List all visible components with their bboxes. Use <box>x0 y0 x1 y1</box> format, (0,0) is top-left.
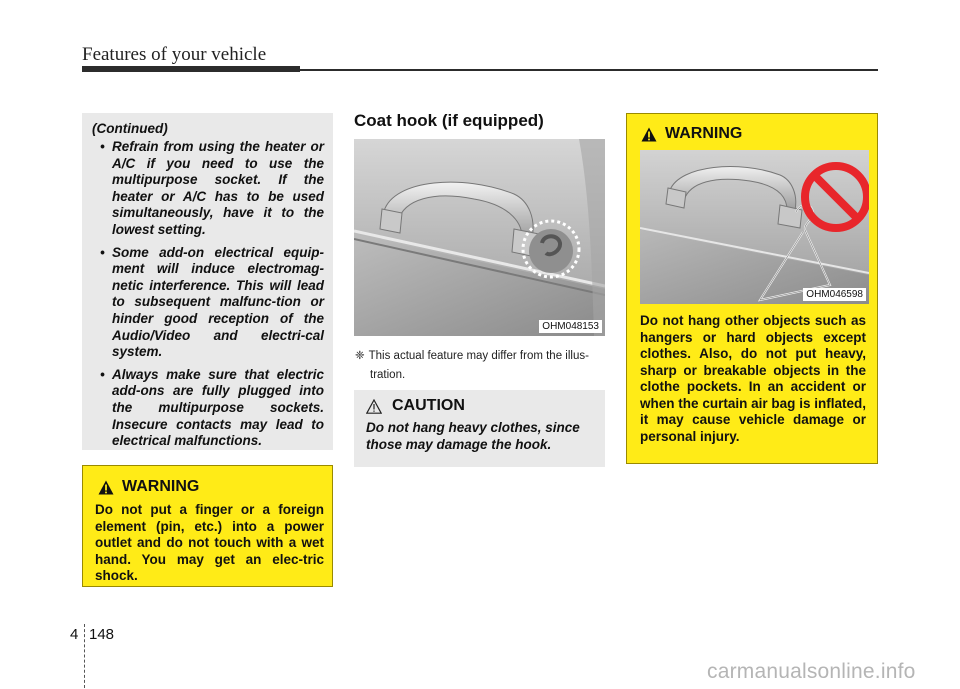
note-text-line1: This actual feature may differ from the illus- <box>368 350 589 362</box>
warning-socket-box <box>82 465 333 587</box>
bullet-interference: • Some add-on electrical equip-ment will induce electromag-netic interference. This will lead to subsequent malfunc-tion or hinder good reception of the Audio/Video and electri-cal system. <box>92 245 324 361</box>
note-text-line2: tration. <box>370 369 406 381</box>
warning-socket-header <box>98 478 324 496</box>
coat-hook-image-id: OHM048153 <box>539 320 602 333</box>
continued-notes-box <box>82 113 333 450</box>
page-header-title: Features of your vehicle <box>82 44 267 65</box>
warning-socket-title: WARNING <box>122 478 200 495</box>
illustration-note <box>355 347 607 385</box>
page-number: 148 <box>89 626 115 643</box>
caution-triangle-icon <box>366 399 382 414</box>
caution-box <box>354 390 605 467</box>
coat-hook-photo <box>354 139 605 336</box>
continued-label: (Continued) <box>92 121 168 136</box>
warning-hook-header <box>641 125 867 143</box>
page-number-divider <box>84 624 85 688</box>
header-rule-thin <box>300 69 878 71</box>
bullet-plugged: • Always make sure that electric add-ons are fully plugged into the multipurpose sockets. Insecure contacts may lead to electrical malfunctions. <box>92 367 324 450</box>
warning-hook-text: Do not hang other objects such as hangers or hard objects except clothes. Also, do not put heavy, sharp or breakable objects in the clothe pockets. In an accident or when the curtain air bag is inflated, it may cause vehicle damage or personal injury. <box>640 313 866 444</box>
hanger-photo <box>640 150 869 304</box>
coat-hook-illustration <box>354 139 605 336</box>
warning-socket-text: Do not put a finger or a foreign element (pin, etc.) into a power outlet and do not touch with a wet hand. You may get an elec-tric shock. <box>95 502 324 583</box>
chapter-number: 4 <box>70 626 79 643</box>
note-symbol: ❈ <box>355 350 365 362</box>
warning-triangle-icon <box>98 480 114 495</box>
warning-triangle-icon <box>641 127 657 142</box>
watermark: carmanualsonline.info <box>707 660 916 683</box>
caution-title: CAUTION <box>392 397 465 414</box>
hanger-illustration <box>640 150 869 304</box>
bullet-heater: • Refrain from using the heater or A/C if you need to use the multipurpose socket. If the heater or A/C has to be used simultaneously, have it to the lowest setting. <box>92 139 324 239</box>
header-rule-thick <box>82 66 300 72</box>
warning-hook-box <box>626 113 878 464</box>
hanger-image-id: OHM046598 <box>803 288 866 301</box>
caution-header <box>366 397 595 415</box>
section-title: Coat hook (if equipped) <box>354 111 544 130</box>
caution-text: Do not hang heavy clothes, since those may damage the hook. <box>366 420 580 452</box>
warning-hook-title: WARNING <box>665 125 743 142</box>
